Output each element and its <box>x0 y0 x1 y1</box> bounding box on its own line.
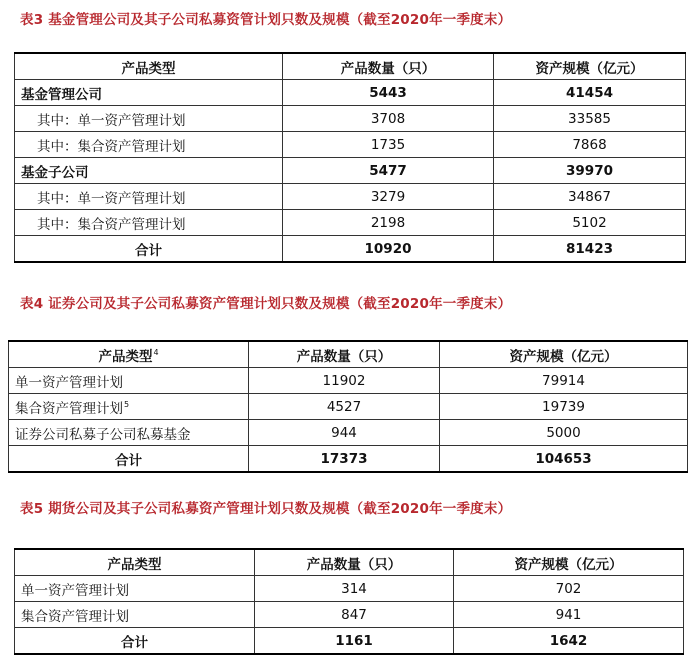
row-label: 其中：单一资产管理计划 <box>15 106 283 132</box>
row-label: 基金管理公司 <box>15 80 283 106</box>
header-asset-size: 资产规模（亿元） <box>440 341 688 368</box>
total-count: 10920 <box>283 236 494 263</box>
total-assets: 104653 <box>440 446 688 473</box>
table-row <box>9 368 688 394</box>
table-row <box>15 80 686 106</box>
table-row <box>9 394 688 420</box>
row-label: 证券公司私募子公司私募基金 <box>9 420 249 446</box>
table4-caption: 表4 证券公司及其子公司私募资产管理计划只数及规模（截至2020年一季度末） <box>20 296 512 312</box>
row-count: 944 <box>249 420 440 446</box>
row-assets: 941 <box>454 602 684 628</box>
table5-caption: 表5 期货公司及其子公司私募资产管理计划只数及规模（截至2020年一季度末） <box>20 501 512 517</box>
table-row <box>15 106 686 132</box>
table-row <box>15 132 686 158</box>
total-label: 合计 <box>9 446 249 473</box>
row-count: 847 <box>255 602 454 628</box>
total-label: 合计 <box>15 236 283 263</box>
row-label <box>9 394 249 420</box>
header-product-type: 产品类型 <box>15 549 255 576</box>
row-count: 5477 <box>283 158 494 184</box>
row-assets: 7868 <box>494 132 686 158</box>
row-label: 集合资产管理计划 <box>15 602 255 628</box>
row-assets: 5000 <box>440 420 688 446</box>
table-row <box>15 184 686 210</box>
table-row <box>15 210 686 236</box>
row-label: 单一资产管理计划 <box>15 576 255 602</box>
header-asset-size: 资产规模（亿元） <box>494 53 686 80</box>
table-header-row <box>15 549 684 576</box>
row-label: 其中：单一资产管理计划 <box>15 184 283 210</box>
total-label: 合计 <box>15 628 255 655</box>
table-row <box>15 602 684 628</box>
table4 <box>8 340 688 473</box>
total-assets: 1642 <box>454 628 684 655</box>
table-row <box>15 576 684 602</box>
footnote-marker: 4 <box>153 348 159 357</box>
row-assets: 702 <box>454 576 684 602</box>
row-count: 314 <box>255 576 454 602</box>
row-assets: 41454 <box>494 80 686 106</box>
row-count: 1735 <box>283 132 494 158</box>
row-label: 其中：集合资产管理计划 <box>15 132 283 158</box>
table3-caption: 表3 基金管理公司及其子公司私募资管计划只数及规模（截至2020年一季度末） <box>20 12 512 28</box>
row-assets: 33585 <box>494 106 686 132</box>
total-count: 1161 <box>255 628 454 655</box>
row-assets: 5102 <box>494 210 686 236</box>
table-total-row <box>15 236 686 263</box>
table-header-row <box>15 53 686 80</box>
row-assets: 34867 <box>494 184 686 210</box>
table-total-row <box>15 628 684 655</box>
header-product-type: 产品类型 <box>15 53 283 80</box>
table-row <box>9 420 688 446</box>
footnote-marker: 5 <box>124 400 130 409</box>
table-row <box>15 158 686 184</box>
row-label-text: 集合资产管理计划 <box>15 400 123 417</box>
total-assets: 81423 <box>494 236 686 263</box>
header-product-count: 产品数量（只） <box>255 549 454 576</box>
row-count: 2198 <box>283 210 494 236</box>
table-total-row <box>9 446 688 473</box>
row-label: 基金子公司 <box>15 158 283 184</box>
header-product-type <box>9 341 249 368</box>
row-assets: 19739 <box>440 394 688 420</box>
row-label: 单一资产管理计划 <box>9 368 249 394</box>
header-product-type-label: 产品类型 <box>98 348 153 365</box>
header-asset-size: 资产规模（亿元） <box>454 549 684 576</box>
row-count: 11902 <box>249 368 440 394</box>
total-count: 17373 <box>249 446 440 473</box>
row-count: 3708 <box>283 106 494 132</box>
table-header-row <box>9 341 688 368</box>
header-product-count: 产品数量（只） <box>249 341 440 368</box>
table5 <box>14 548 684 655</box>
row-assets: 79914 <box>440 368 688 394</box>
row-assets: 39970 <box>494 158 686 184</box>
row-count: 5443 <box>283 80 494 106</box>
row-label: 其中：集合资产管理计划 <box>15 210 283 236</box>
header-product-count: 产品数量（只） <box>283 53 494 80</box>
table3 <box>14 52 686 263</box>
row-count: 4527 <box>249 394 440 420</box>
row-count: 3279 <box>283 184 494 210</box>
